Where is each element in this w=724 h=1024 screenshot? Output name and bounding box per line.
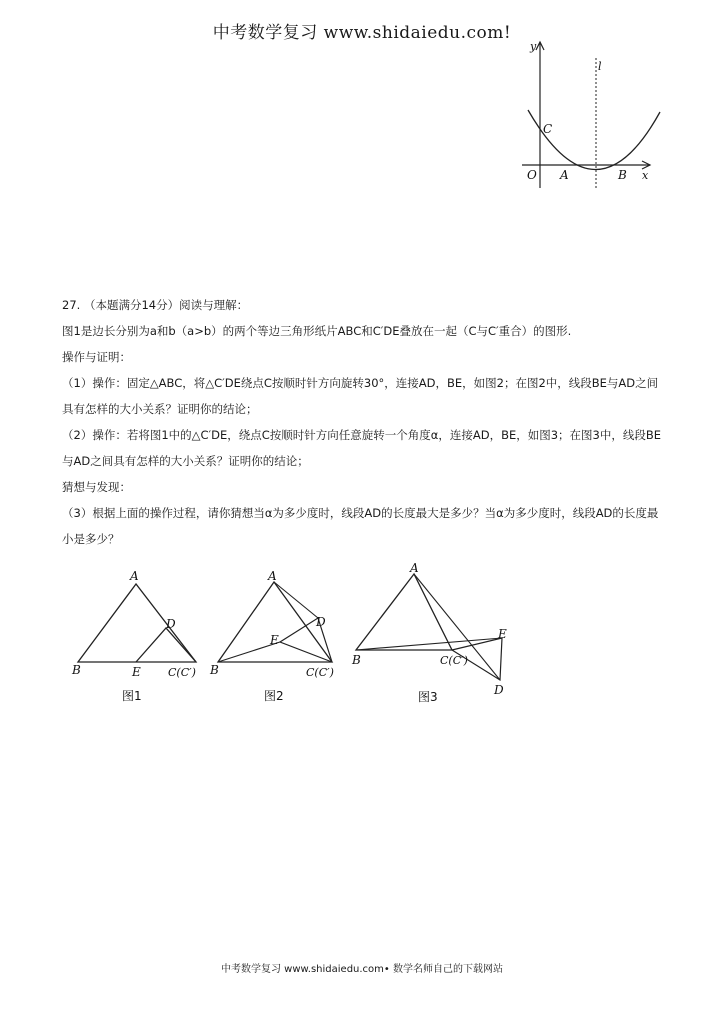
label-x: x xyxy=(642,169,649,182)
fig1-label-A: A xyxy=(130,569,139,583)
question-3: （3）根据上面的操作过程，请你猜想当α为多少度时，线段AD的长度最大是多少？当α为多少度时，线段AD的长度最小是多少？ xyxy=(62,506,659,546)
label-l: l xyxy=(598,60,602,73)
figure-1 xyxy=(66,568,216,708)
problem-intro: 图1是边长分别为a和b（a>b）的两个等边三角形纸片ABC和C′DE叠放在一起（C与C′重合）的图形. xyxy=(62,324,572,338)
fig2-label-C: C(C′) xyxy=(306,666,334,679)
parabola-graph xyxy=(516,38,666,198)
fig3-label-D: D xyxy=(494,683,504,697)
parabola-curve xyxy=(528,110,660,170)
label-y: y xyxy=(530,40,537,53)
question-1: （1）操作：固定△ABC，将△C′DE绕点C按顺时针方向旋转30°，连接AD，BE，如图2；在图2中，线段BE与AD之间具有怎样的大小关系？证明你的结论； xyxy=(62,376,659,416)
fig1-label-C: C(C′) xyxy=(168,666,196,679)
figure-3 xyxy=(346,560,526,710)
page-header: 中考数学复习 www.shidaiedu.com! xyxy=(212,23,512,43)
fig3-label-A: A xyxy=(410,561,419,575)
fig2-label-A: A xyxy=(268,569,277,583)
triangle-ABC xyxy=(356,574,452,650)
fig2-label-E: E xyxy=(270,633,279,647)
figure-2 xyxy=(206,568,356,708)
question-2: （2）操作：若将图1中的△C′DE，绕点C按顺时针方向任意旋转一个角度α，连接AD，BE，如图3；在图3中，线段BE与AD之间具有怎样的大小关系？证明你的结论； xyxy=(62,428,662,468)
fig2-label-B: B xyxy=(210,663,219,677)
fig1-label-D: D xyxy=(166,617,176,631)
label-B: B xyxy=(618,168,627,182)
fig2-label-D: D xyxy=(316,615,326,629)
fig3-label-E: E xyxy=(498,627,507,641)
fig3-label-B: B xyxy=(352,653,361,667)
section-operation-proof: 操作与证明： xyxy=(62,350,131,364)
fig3-caption: 图3 xyxy=(418,690,438,704)
problem-title: 27. （本题满分14分）阅读与理解： xyxy=(62,298,249,312)
fig3-label-C: C(C′) xyxy=(440,654,468,667)
label-O: O xyxy=(527,168,537,182)
segment-BE xyxy=(356,638,502,650)
fig2-caption: 图2 xyxy=(264,689,284,703)
section-guess-discover: 猜想与发现： xyxy=(62,480,131,494)
page-footer: 中考数学复习 www.shidaiedu.com• 数学名师自己的下载网站 xyxy=(220,964,503,975)
label-A: A xyxy=(560,168,569,182)
triangle-CDE xyxy=(136,628,196,662)
triangle-ABC xyxy=(218,582,332,662)
label-C: C xyxy=(543,122,553,136)
triangle-ABC xyxy=(78,584,196,662)
fig1-caption: 图1 xyxy=(122,689,142,703)
fig1-label-E: E xyxy=(132,665,141,679)
fig1-label-B: B xyxy=(72,663,81,677)
